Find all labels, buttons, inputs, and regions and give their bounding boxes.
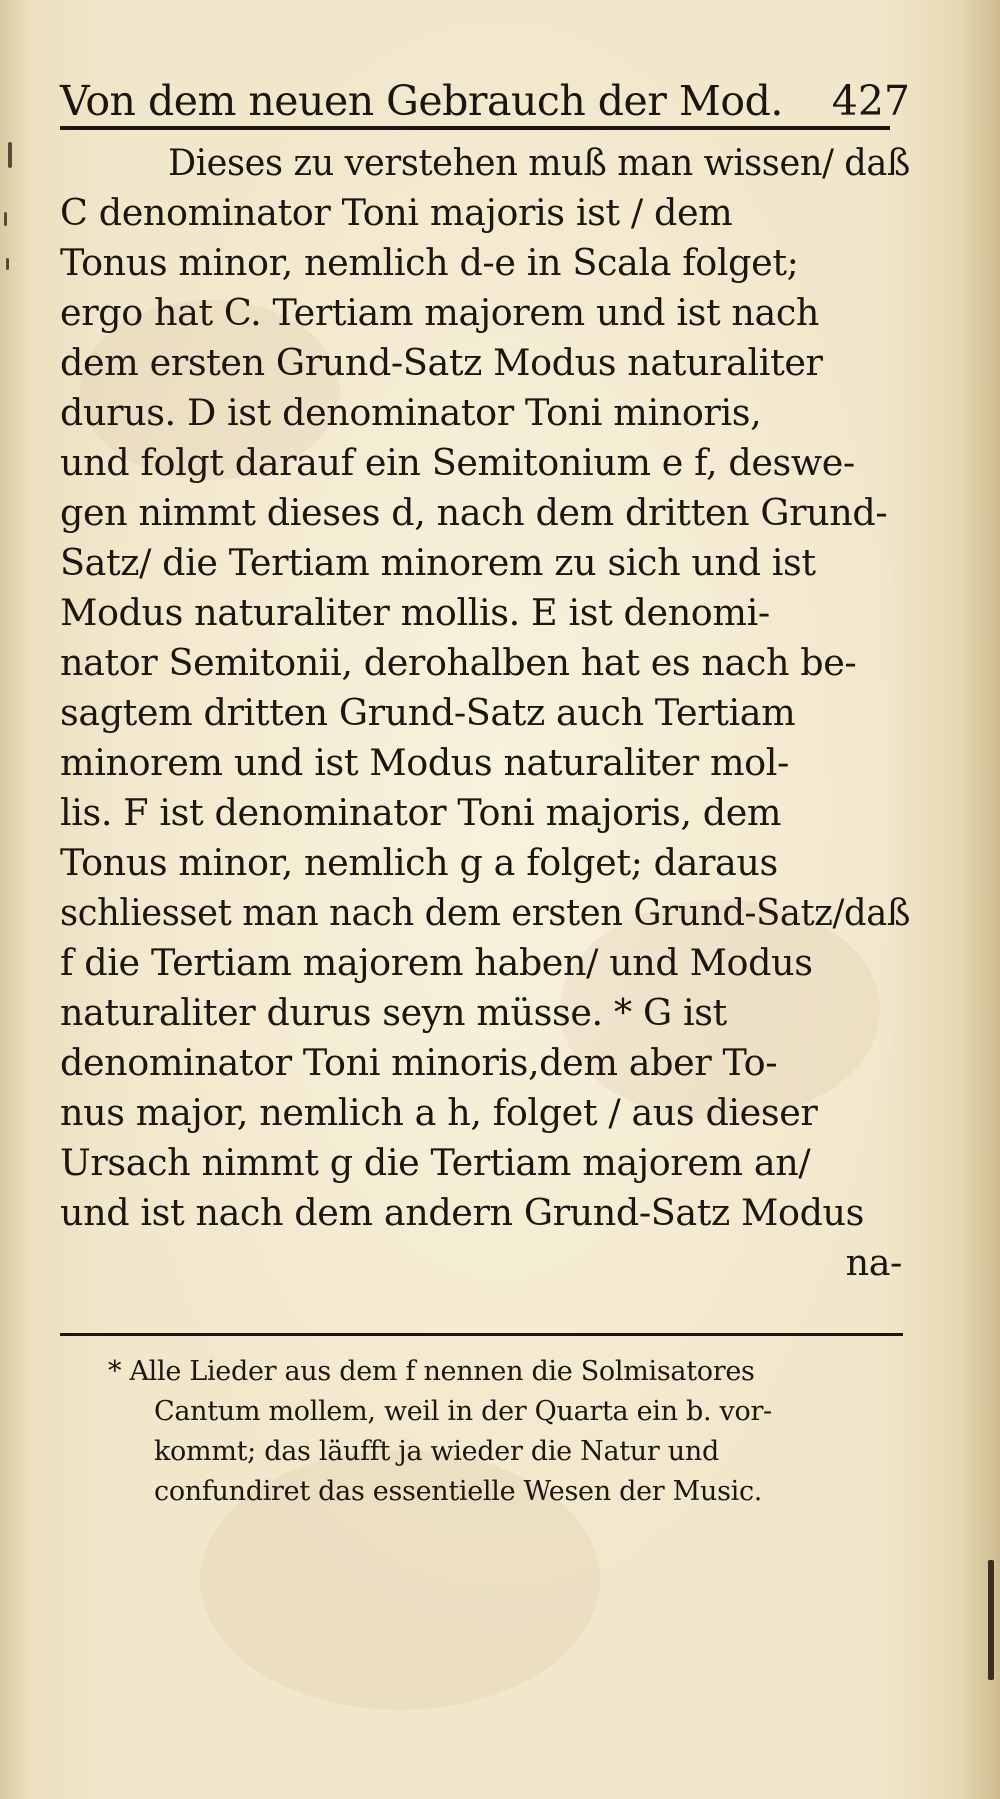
text-line: minorem und ist Modus naturaliter mol- <box>60 741 789 784</box>
text-line: gen nimmt dieses d, nach dem dritten Grund- <box>60 491 888 534</box>
running-header <box>60 52 910 125</box>
text-line: und ist nach dem andern Grund-Satz Modus <box>60 1191 864 1234</box>
footnote-line: confundiret das essentielle Wesen der Music. <box>154 1476 763 1507</box>
page-number: 427 <box>831 77 910 125</box>
main-text <box>60 138 910 1288</box>
margin-ink-mark <box>6 258 9 270</box>
text-line: schliesset man nach dem ersten Grund-Satz/daß <box>60 891 911 934</box>
text-line: lis. F ist denominator Toni majoris, dem <box>60 791 782 834</box>
right-edge-ink-mark <box>988 1560 994 1680</box>
text-line: f die Tertiam majorem haben/ und Modus <box>60 941 813 984</box>
text-line: denominator Toni minoris,dem aber To- <box>60 1041 778 1084</box>
text-line: ergo hat C. Tertiam majorem und ist nach <box>60 291 820 334</box>
footnote <box>108 1352 908 1512</box>
footnote-line: * Alle Lieder aus dem f nennen die Solmisatores <box>108 1356 755 1387</box>
text-line: nus major, nemlich a h, folget / aus dieser <box>60 1091 818 1134</box>
footnote-line: kommt; das läufft ja wieder die Natur und <box>154 1436 719 1467</box>
text-line: Modus naturaliter mollis. E ist denomi- <box>60 591 770 634</box>
text-line: C denominator Toni majoris ist / dem <box>60 191 733 234</box>
text-line: Dieses zu verstehen muß man wissen/ daß <box>168 141 911 184</box>
running-title: Von dem neuen Gebrauch der Mod. <box>60 77 783 125</box>
text-line: Tonus minor, nemlich g a folget; daraus <box>60 841 778 884</box>
header-rule <box>60 126 890 130</box>
text-line: durus. D ist denominator Toni minoris, <box>60 391 762 434</box>
text-line: Ursach nimmt g die Tertiam majorem an/ <box>60 1141 811 1184</box>
footnote-rule <box>60 1333 903 1336</box>
text-line: naturaliter durus seyn müsse. * G ist <box>60 991 727 1034</box>
text-line: Tonus minor, nemlich d-e in Scala folget; <box>60 241 799 284</box>
text-line: nator Semitonii, derohalben hat es nach be- <box>60 641 857 684</box>
catchword: na- <box>845 1241 902 1284</box>
footnote-line: Cantum mollem, weil in der Quarta ein b. vor- <box>154 1396 772 1427</box>
text-line: und folgt darauf ein Semitonium e f, deswe- <box>60 441 855 484</box>
margin-ink-mark <box>4 212 7 226</box>
margin-ink-mark <box>8 142 12 168</box>
text-line: Satz/ die Tertiam minorem zu sich und ist <box>60 541 816 584</box>
text-line: dem ersten Grund-Satz Modus naturaliter <box>60 341 823 384</box>
text-line: sagtem dritten Grund-Satz auch Tertiam <box>60 691 796 734</box>
